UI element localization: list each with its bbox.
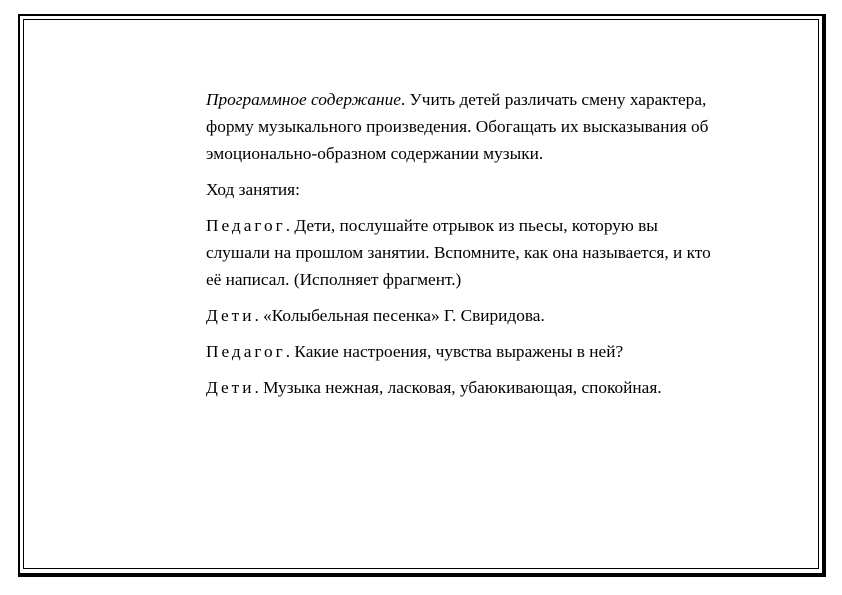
paragraph-teacher-2 <box>206 338 726 365</box>
children-line-1: . «Колыбельная песенка» Г. Свиридова. <box>254 306 545 325</box>
lesson-heading: Ход занятия: <box>206 180 300 199</box>
speaker-teacher: Педагог <box>206 342 286 361</box>
paragraph-children-1 <box>206 302 726 329</box>
paragraph-lesson-heading <box>206 176 726 203</box>
program-content-text: . Учить детей различать смену характера, форму музыкального произведения. Обогащать их высказывания об эмоционально-образном содержании музыки. <box>206 90 709 163</box>
teacher-line-1: . Дети, послушайте отрывок из пьесы, которую вы слушали на прошлом занятии. Вспомните, как она называется, и кто её написал. (Исполняет фрагмент.) <box>206 216 711 289</box>
paragraph-children-2 <box>206 374 726 401</box>
speaker-children: Дети <box>206 378 255 397</box>
program-content-label: Программное содержание <box>206 90 401 109</box>
speaker-children: Дети <box>206 306 255 325</box>
paragraph-teacher-1 <box>206 212 726 293</box>
speaker-teacher: Педагог <box>206 216 286 235</box>
document-body <box>206 86 726 410</box>
children-line-2: . Музыка нежная, ласковая, убаюкивающая, спокойная. <box>254 378 662 397</box>
teacher-line-2: . Какие настроения, чувства выражены в ней? <box>285 342 624 361</box>
paragraph-program-content <box>206 86 726 167</box>
